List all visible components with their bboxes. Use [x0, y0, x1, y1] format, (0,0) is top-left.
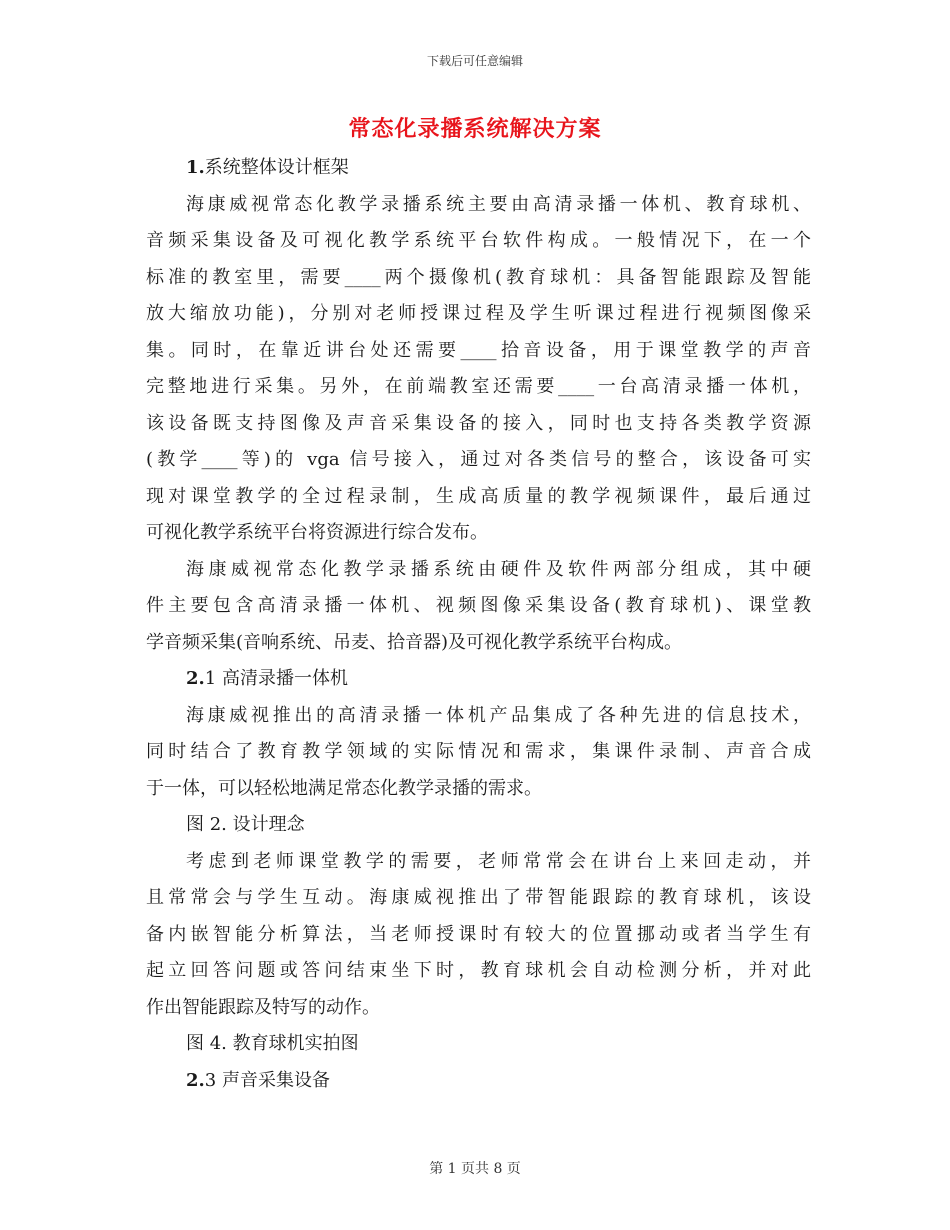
section-number: 2. [186, 668, 205, 689]
text-line: 于一体，可以轻松地满足常态化教学录播的需求。 [146, 777, 542, 799]
document-body [146, 150, 811, 1099]
section-heading-2-1 [146, 661, 811, 698]
text-line: 件主要包含高清录播一体机、视频图像采集设备(教育球机)、课堂教 [146, 595, 811, 616]
paragraph-3 [146, 698, 811, 808]
text-line: 学音频采集(音响系统、吊麦、拾音器)及可视化教学系统平台构成。 [146, 631, 683, 653]
text-line: 起立回答问题或答问结束坐下时，教育球机会自动检测分析，并对此 [146, 960, 811, 981]
text-line: 海康威视常态化教学录播系统主要由高清录播一体机、教育球机、 [186, 193, 811, 215]
paragraph-2 [146, 552, 811, 662]
text-line: 该设备既支持图像及声音采集设备的接入，同时也支持各类教学资源 [146, 412, 811, 434]
section-number: 2. [186, 1069, 205, 1091]
text-line: 且常常会与学生互动。海康威视推出了带智能跟踪的教育球机，该设 [146, 887, 811, 908]
text-line: 作出智能跟踪及特写的动作。 [146, 996, 380, 1018]
section-title: 3 声音采集设备 [204, 1069, 330, 1091]
page-footer: 第 1 页共 8 页 [429, 1161, 521, 1177]
text-line: 海康威视常态化教学录播系统由硬件及软件两部分组成，其中硬 [186, 558, 811, 580]
text-line: 音频采集设备及可视化教学系统平台软件构成。一般情况下，在一个 [146, 230, 811, 251]
text-line: 集。同时，在靠近讲台处还需要____拾音设备，用于课堂教学的声音 [146, 339, 811, 361]
text-line: 标准的教室里，需要____两个摄像机(教育球机：具备智能跟踪及智能 [146, 266, 811, 288]
section-title: 1 高清录播一体机 [204, 668, 348, 689]
text-line: 放大缩放功能)，分别对老师授课过程及学生听课过程进行视频图像采 [146, 303, 811, 324]
text-line: (教学____等)的 vga 信号接入，通过对各类信号的整合，该设备可实 [146, 449, 811, 470]
paragraph-1 [146, 187, 811, 552]
section-number: 1. [186, 157, 205, 178]
text-line: 海康威视推出的高清录播一体机产品集成了各种先进的信息技术， [186, 704, 811, 726]
page-header: 下载后可任意编辑 [426, 54, 523, 68]
text-line: 完整地进行采集。另外，在前端教室还需要____一台高清录播一体机， [146, 376, 811, 397]
text-line: 备内嵌智能分析算法，当老师授课时有较大的位置挪动或者当学生有 [146, 923, 811, 945]
text-line: 同时结合了教育教学领域的实际情况和需求，集课件录制、声音合成 [146, 741, 811, 762]
section-title: 系统整体设计框架 [204, 157, 349, 178]
text-line: 可视化教学系统平台将资源进行综合发布。 [146, 522, 488, 543]
section-heading-1 [146, 150, 811, 187]
text-line: 现对课堂教学的全过程录制，生成高质量的教学视频课件，最后通过 [146, 485, 811, 507]
figure-caption-2: 图 2. 设计理念 [186, 814, 305, 835]
paragraph-4 [146, 844, 811, 1027]
text-line: 考虑到老师课堂教学的需要，老师常常会在讲台上来回走动，并 [186, 850, 811, 872]
document-title: 常态化录播系统解决方案 [348, 116, 602, 142]
figure-caption-4: 图 4. 教育球机实拍图 [186, 1033, 359, 1054]
section-heading-2-3 [146, 1063, 811, 1100]
